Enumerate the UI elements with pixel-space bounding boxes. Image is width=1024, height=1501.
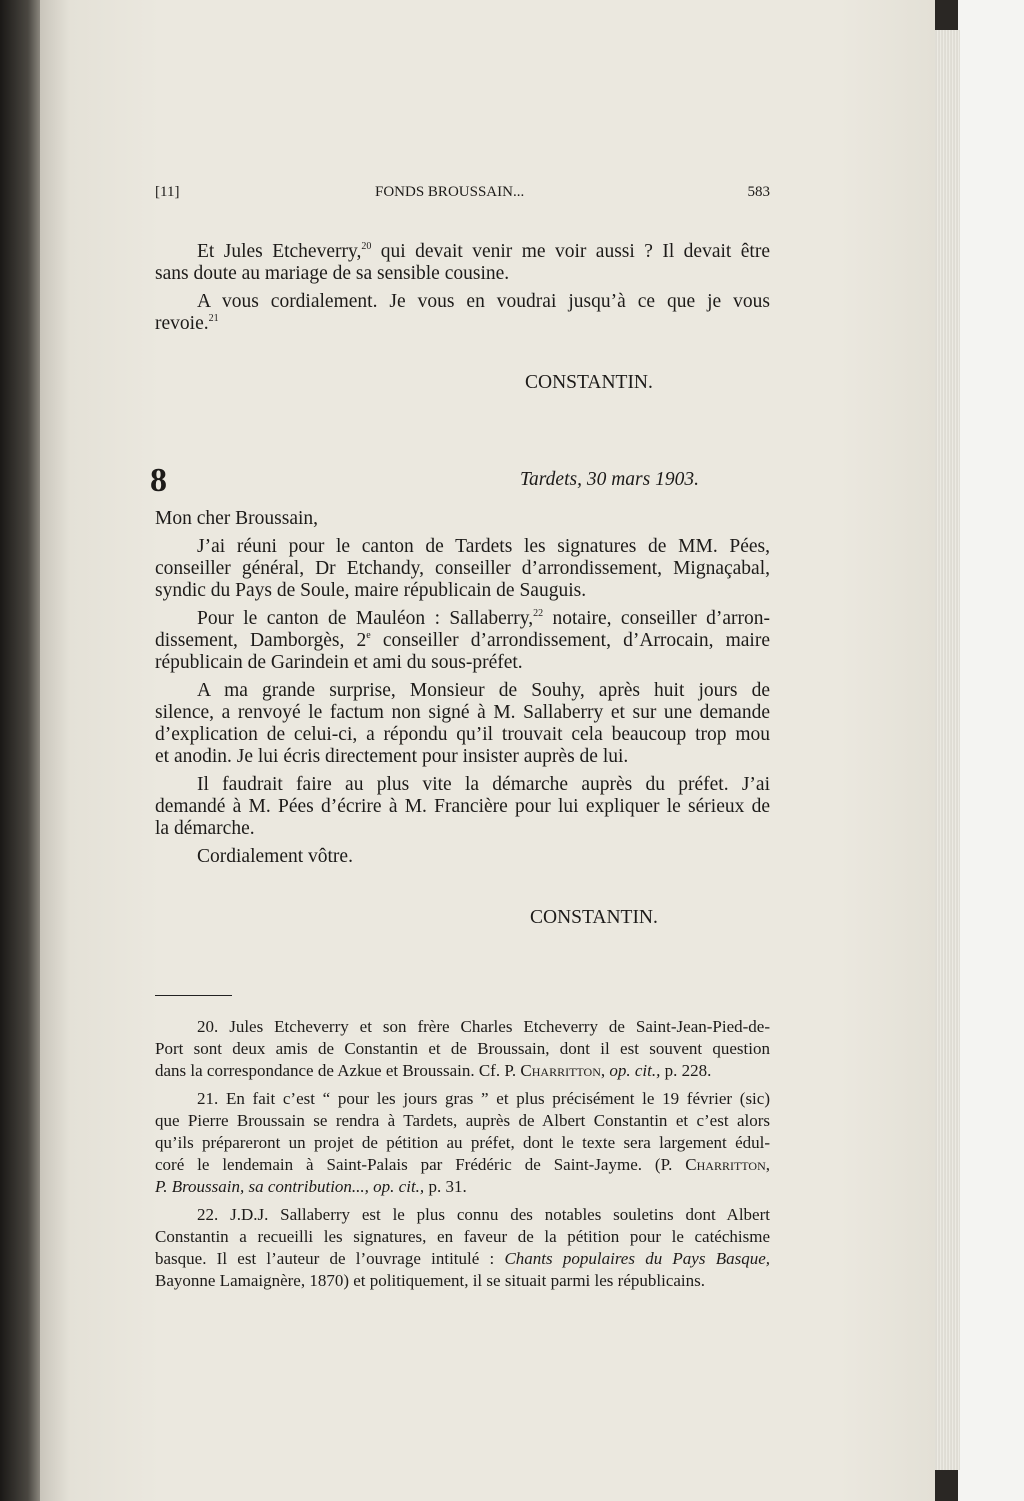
text-line <box>155 291 770 313</box>
salutation: Mon cher Broussain, <box>155 508 319 529</box>
text-span: Chants populaires du Pays Basque, <box>504 1249 770 1268</box>
text-span: p. 31. <box>424 1177 467 1196</box>
footnote <box>155 1204 770 1292</box>
text-span: Et Jules Etcheverry, <box>197 241 362 262</box>
text-line <box>155 680 770 702</box>
paragraph <box>155 680 770 768</box>
footnote-ref: 22 <box>533 608 544 619</box>
text-line <box>155 746 770 768</box>
facing-page-edge <box>0 0 40 1501</box>
letter-number: 8 <box>150 462 167 499</box>
text-span: revoie. <box>155 313 209 334</box>
text-span: dissement, Damborgès, 2 <box>155 630 367 651</box>
text-span: Il faudrait faire au plus vite la démarche auprès du préfet. J’ai <box>197 774 770 795</box>
text-span: sans doute au mariage de sa sensible cousine. <box>155 263 510 284</box>
text-line <box>155 652 770 674</box>
text-line <box>155 1270 770 1292</box>
text-line <box>155 536 770 558</box>
text-span: Pour le canton de Mauléon : Sallaberry, <box>197 608 534 629</box>
text-line <box>155 1204 770 1226</box>
footnotes <box>155 1016 770 1298</box>
text-span: que Pierre Broussain se rendra à Tardets, auprès de Albert Constantin et c’est alors <box>155 1111 770 1130</box>
text-span: qu’ils prépareront un projet de pétition au préfet, dont le texte sera largement édul- <box>155 1133 770 1152</box>
text-span: Port sont deux amis de Constantin et de Broussain, dont il est souvent question <box>155 1039 770 1058</box>
text-span: 22. J.D.J. Sallaberry est le plus connu des notables souletins dont Albert <box>197 1205 770 1224</box>
page-number: 583 <box>747 184 770 200</box>
text-span: la démarche. <box>155 818 255 839</box>
paragraph <box>155 241 770 285</box>
running-title: FONDS BROUSSAIN... <box>375 184 525 200</box>
text-line <box>155 1110 770 1132</box>
footnote-ref: e <box>366 630 371 641</box>
text-span: conseiller général, Dr Etchandy, conseiller d’arrondissement, Mignaçabal, <box>155 558 770 579</box>
text-line <box>155 1176 770 1198</box>
text-span: syndic du Pays de Soule, maire républicain de Sauguis. <box>155 580 587 601</box>
text-span: républicain de Garindein et ami du sous-préfet. <box>155 652 523 673</box>
paragraph <box>155 536 770 602</box>
letter-date: Tardets, 30 mars 1903. <box>520 469 699 490</box>
text-line <box>155 313 770 335</box>
text-line <box>155 1132 770 1154</box>
footnote-ref: 20 <box>361 241 372 252</box>
text-line <box>155 1016 770 1038</box>
text-span: et anodin. Je lui écris directement pour insister auprès de lui. <box>155 746 629 767</box>
text-line <box>155 1060 770 1082</box>
text-line <box>155 1038 770 1060</box>
text-span: op. cit., <box>609 1061 661 1080</box>
text-span: J’ai réuni pour le canton de Tardets les signatures de MM. Pées, <box>197 536 770 557</box>
intro-text <box>155 241 770 341</box>
text-line <box>155 263 770 285</box>
text-span: conseiller d’arrondissement, d’Arrocain, maire <box>370 630 770 651</box>
text-span: , <box>765 1155 770 1174</box>
text-span: P. Broussain, sa contribution..., op. cit., <box>155 1177 425 1196</box>
text-span: , <box>600 1061 610 1080</box>
text-span: qui devait venir me voir aussi ? Il devait être <box>371 241 770 262</box>
text-span: d’explication de celui-ci, a répondu qu’il trouvait cela beaucoup trop mou <box>155 724 770 745</box>
footnote-rule <box>155 995 232 996</box>
section-number: [11] <box>155 184 180 200</box>
text-span: notaire, conseiller d’arron- <box>543 608 770 629</box>
text-line <box>155 846 770 868</box>
text-span: 21. En fait c’est “ pour les jours gras ” et plus précisément le 19 février (sic) <box>197 1089 770 1108</box>
paragraph <box>155 291 770 335</box>
text-span: A vous cordialement. Je vous en voudrai jusqu’à ce que je vous <box>197 291 770 312</box>
text-span: Charritton <box>520 1061 601 1080</box>
text-line <box>155 774 770 796</box>
paragraph <box>155 774 770 840</box>
text-line <box>155 818 770 840</box>
text-line <box>155 796 770 818</box>
text-span: silence, a renvoyé le factum non signé à M. Sallaberry et sur une demande <box>155 702 770 723</box>
text-line <box>155 580 770 602</box>
paragraph <box>155 846 770 868</box>
signature: CONSTANTIN. <box>530 907 658 928</box>
text-line <box>155 241 770 263</box>
text-line <box>155 630 770 652</box>
text-span: basque. Il est l’auteur de l’ouvrage intitulé : <box>155 1249 505 1268</box>
text-line <box>155 1248 770 1270</box>
text-span: Cordialement vôtre. <box>197 846 353 867</box>
text-span: Charritton <box>685 1155 766 1174</box>
text-line <box>155 558 770 580</box>
text-span: 20. Jules Etcheverry et son frère Charles Etcheverry de Saint-Jean-Pied-de- <box>197 1017 770 1036</box>
text-span: coré le lendemain à Saint-Palais par Frédéric de Saint-Jayme. (P. <box>155 1155 686 1174</box>
text-line <box>155 702 770 724</box>
text-line <box>155 724 770 746</box>
text-span: dans la correspondance de Azkue et Broussain. Cf. P. <box>155 1061 521 1080</box>
text-span: p. 228. <box>660 1061 712 1080</box>
letter-body <box>155 536 770 874</box>
text-line <box>155 1154 770 1176</box>
footnote <box>155 1088 770 1198</box>
footnote-ref: 21 <box>208 313 219 324</box>
text-line <box>155 1088 770 1110</box>
scan-background <box>958 0 1024 1501</box>
paragraph <box>155 608 770 674</box>
footnote <box>155 1016 770 1082</box>
text-line <box>155 608 770 630</box>
text-line <box>155 1226 770 1248</box>
text-span: Bayonne Lamaignère, 1870) et politiquement, il se situait parmi les républicains. <box>155 1271 705 1290</box>
text-span: A ma grande surprise, Monsieur de Souhy, après huit jours de <box>197 680 770 701</box>
text-span: demandé à M. Pées d’écrire à M. Francière pour lui expliquer le sérieux de <box>155 796 770 817</box>
signature: CONSTANTIN. <box>525 372 653 393</box>
text-span: Constantin a recueilli les signatures, en faveur de la pétition pour le catéchisme <box>155 1227 770 1246</box>
